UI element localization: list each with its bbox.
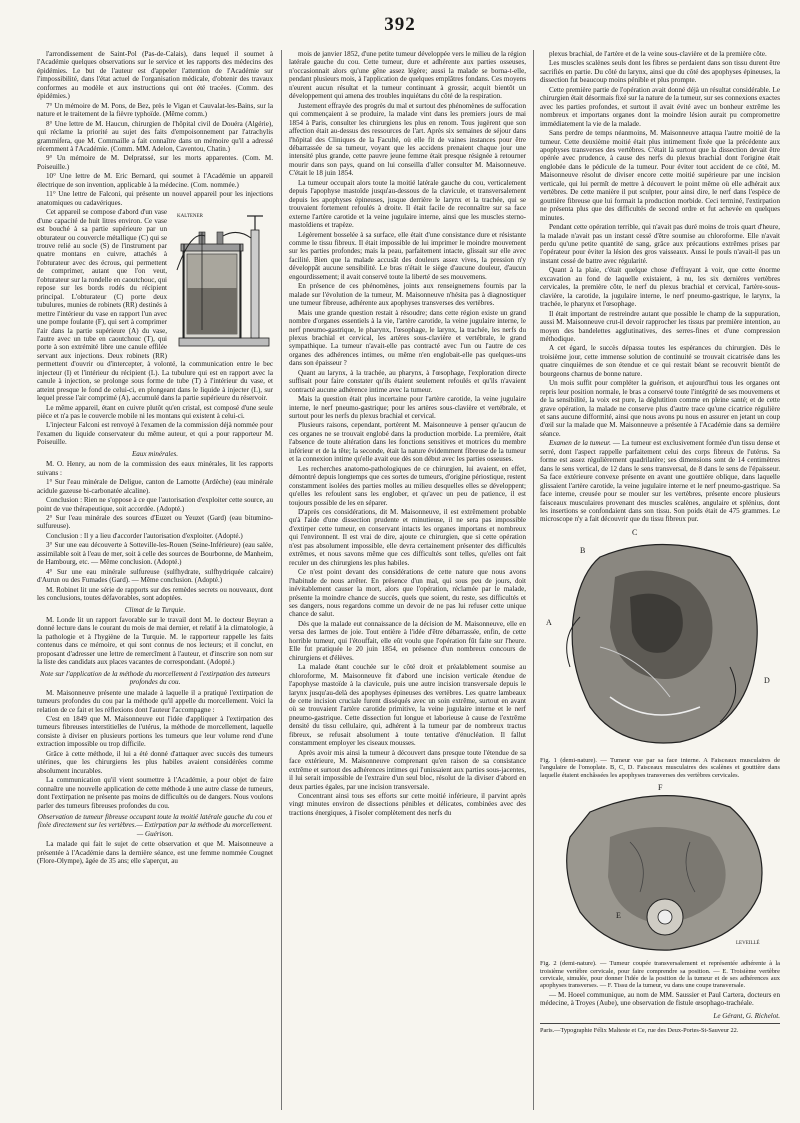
paragraph: L'injecteur Falconi est renvoyé à l'examen de la commission déjà nommée pour l'examen du liquide conservateur du même auteur, et qui a pour rapporteur M. Poiseuille. bbox=[37, 421, 273, 447]
exam-text: — La tumeur est exclusivement formée d'un tissu dense et serré, dont l'aspect rappelle parfaitement celui des corps fibreux de l'utérus. Sa forme est assez régulièrement quadrilatère; ses dimensions sont de 14 centimètres dans le sens vertical, de 12 dans le sens transversal, de 8 dans le sens de l'épaisseur. Sa face extérieure convexe présente en avant une gouttière oblique, dans laquelle glissaient l'artère carotide, la veine jugulaire interne et le nerf pneumo-gastrique. Sa face interne, creusée pour se mouler sur les vertèbres, présente encore plusieurs faisceaux musculaires provenant des muscles scalènes, angulaire et splénius, dont les insertions se confondaient dans son tissu. Son poids était de 475 grammes. Le microscope n'y a fait découvrir que du tissu fibreux pur. bbox=[540, 439, 780, 524]
column-1 bbox=[37, 50, 273, 1112]
paragraph: mois de janvier 1852, d'une petite tumeur développée vers le milieu de la région latérale gauche du cou. Cette tumeur, dure et adhérente aux parties osseuses, n'occasionnait alors qu'une gêne assez légère; aussi la malade se borna-t-elle, pendant plusieurs mois, à l'application de quelques emplâtres fondans. Ces moyens n'eurent aucun résultat et la tumeur continuant à grossir, acquit bientôt un développement qui amena des troubles inquiétans du côté de la respiration. bbox=[289, 50, 526, 101]
paragraph: M. Maisonneuve présente une malade à laquelle il a pratiqué l'extirpation de tumeurs profondes du cou par la méthode qu'il appelle du morcellement. Voici la relation de ce fait et les réflexions dont l'auteur l'accompagne : bbox=[37, 688, 273, 714]
paragraph: Quant au larynx, à la trachée, au pharynx, à l'œsophage, l'exploration directe suffisait pour faire constater qu'ils étaient seulement refoulés et qu'ils n'avaient contracté aucune adhérence intime avec la tumeur. bbox=[289, 368, 526, 394]
paragraph: Il était important de restreindre autant que possible le champ de la suppuration, aussi M. Maisonneuve crut-il devoir rapprocher les tissus par première intention, au moyen des bandelettes agglutinatives, des serres-fines et d'une compression méthodique. bbox=[540, 309, 780, 343]
paragraph: Cette première partie de l'opération avait donné déjà un résultat considérable. Le chirurgien était désormais fixé sur la nature de la tumeur, sur ses connexions exactes avec les parties profondes, et surtout il avait évité avec un bonheur extrême les nombreux et importans organes dont la moindre lésion aurait pu compromettre immédiatement la vie de la malade. bbox=[540, 85, 780, 128]
paragraph: Plusieurs raisons, cependant, portèrent M. Maisonneuve à penser qu'aucun de ces organes ne se trouvait englobé dans la production morbide. La première, était l'absence de toute altération dans les fonctions sensitives et motrices du membre inférieur et de la tête; la seconde, était la nature évidemment fibreuse de la tumeur et la connexion intime qu'elle avait eue dès son début avec les parties osseuses. bbox=[289, 421, 526, 464]
exam-title: Examen de la tumeur. bbox=[549, 439, 611, 448]
paragraph: 7° Un mémoire de M. Pons, de Bez, près le Vigan et Cauvalat-les-Bains, sur la nature et le traitement de la fièvre typhoïde. (Même comm.) bbox=[37, 101, 273, 119]
paragraph: 4° Sur une eau minérale sulfureuse (sulfhydrate, sulfhydriquée calcaire) d'Aurun ou des Fumades (Gard). — Même conclusion. (Adopté.) bbox=[37, 567, 273, 585]
paragraph: M. Robinet lit une série de rapports sur des remèdes secrets ou nouveaux, dont les conclusions, toutes défavorables, sont adoptées. bbox=[37, 585, 273, 603]
paragraph: 3° Sur une eau découverte à Sotteville-les-Rouen (Seine-Inférieure) (eau salée, assimilable soit à l'eau de mer, soit à celle des sources de Bourbonne, de Manheim, de Hambourg, etc. — Même conclusion. (Adopté.) bbox=[37, 541, 273, 567]
paragraph: l'arrondissement de Saint-Pol (Pas-de-Calais), dans lequel il soumet à l'Académie quelques observations sur le service et les rapports des médecins des épidémies. Le but de l'auteur est d'appeler l'attention de l'Académie sur l'impossibilité, dans l'état actuel de l'organisation médicale, d'obtenir des travaux conformes au modèle et aux instructions qui ont été tracées. (Comm. des épidémies.) bbox=[37, 50, 273, 101]
paragraph: 8° Une lettre de M. Haucun, chirurgien de l'hôpital civil de Douéra (Algérie), qui réclame la priorité au sujet des faits d'empoisonnement par l'atrachylis grammifera, que M. Commaille a fait connaître dans un mémoire qu'il a adressé récemment à l'Académie. (Comm. MM. Adelon, Caventou, Chatin.) bbox=[37, 119, 273, 153]
engraver-signature: LEVEILLÉ bbox=[736, 941, 760, 947]
paragraph: Cet appareil se compose d'abord d'un vase d'une capacité de huit litres environ. Ce vase est bouché à sa partie supérieure par un obturateur ou couvercle métallique (C) qui se trouve relié au socle (S) de l'instrument par quatre montans en cuivre, attachés à l'obturateur avec des écrous, qui permettent de comprimer, autant que l'on veut, l'obturateur sur la rondelle en caoutchouc, qui repose sur les bords rodés du récipient principal. L'obturateur (C) porte deux tubulures, munies de robinets (RR) destinés à mettre l'intérieur du vase en rapport l'un avec une pompe foulante (F), qui sert à comprimer l'air dans la partie supérieure (A) du vase, l'autre avec un tube en caoutchouc (T), qui porte à son extrémité libre une canule effilée servant aux injections. Deux robinets (RR) permettent d'ouvrir ou d'intercepter, à volonté, la communication entre le bec injecteur (I) et l'intérieur du récipient (L). La tubulure qui est en rapport avec la canule à injection, se prolonge sous forme de tube (T) à l'intérieur du vase, et atteint presque le fond de celui-ci, en plongeant dans le liquide à injecter (L), sur lequel presse l'air comprimé (A), accumulé dans la partie supérieure du réservoir. bbox=[37, 208, 273, 403]
paragraph: Pendant cette opération terrible, qui n'avait pas duré moins de trois quart d'heure, la malade n'avait pas un instant cessé d'être soumise au chloroforme. Elle n'avait perdu qu'une petite quantité de sang, grâce aux précautions extrêmes prises par l'opérateur pour éviter la lésion des gros vaisseaux. Aussi le pouls n'avait-il pas un instant cessé de battre avec régularité. bbox=[540, 223, 780, 265]
fig2-label-e: E bbox=[616, 911, 621, 921]
paragraph: Conclusion : Rien ne s'oppose à ce que l'autorisation d'exploiter cette source, au point de vue thérapeutique, soit accordée. (Adopté.) bbox=[37, 496, 273, 513]
paragraph: Après avoir mis ainsi la tumeur à découvert dans presque toute l'étendue de sa face extérieure, M. Maisonneuve comprenant qu'en raison de sa consistance extrême et surtout des adhérences intimes qui l'unissaient aux parties sous-jacentes, il lui serait impossible de l'extraire d'un seul bloc, résolut de la diviser d'abord en deux parties égales, par une incision transversale. bbox=[289, 748, 526, 791]
paragraph: M. Londe lit un rapport favorable sur le travail dont M. le docteur Beyran a donné lecture dans le courant du mois de mai dernier, et relatif à la climatologie, à la pathologie et à l'hygiène de la Turquie. M. le rapporteur rappelle les faits contenus dans ce mémoire, et qui sont connus de nos lecteurs; et il conclut, en proposant d'adresser une lettre de remercîment à l'auteur, et d'inscrire son nom sur la liste des candidats aux places vacantes de correspondant. (Adopté.) bbox=[37, 616, 273, 667]
paragraph: 9° Un mémoire de M. Delpratssé, sur les morts apparentes. (Com. M. Poiseuille.) bbox=[37, 154, 273, 171]
section-heading: Eaux minérales. bbox=[131, 449, 179, 458]
paragraph: Mais la question était plus incertaine pour l'artère carotide, la veine jugulaire interne, le nerf pneumo-gastrique; pour les artères sous-clavière et vertébrale, et surtout pour les nerfs du plexus brachial et cervical. bbox=[289, 395, 526, 421]
paragraph: M. O. Henry, au nom de la commission des eaux minérales, lit les rapports suivans : bbox=[37, 460, 273, 477]
paragraph bbox=[540, 439, 780, 524]
section-heading: Note sur l'application de la méthode du morcellement à l'extirpation des tumeurs profondes du cou. bbox=[40, 669, 270, 687]
section-heading: Observation de tumeur fibreuse occupant toute la moitié latérale gauche du cou et fixée directement sur les vertèbres.— Extirpation par la méthode du morcellement. — Guérison. bbox=[37, 812, 273, 838]
figure-2-caption: Fig. 2 (demi-nature). — Tumeur coupée transversalement et représentée adhérente à la troisième vertèbre cervicale, pour faire comprendre sa position. — E. Troisième vertèbre cervicale, simulée, pour donner l'idée de la position de la tumeur et de ses adhérences aux apophyses transverses. — F. Tissu de la tumeur, vu dans une coupe transversale. bbox=[540, 960, 780, 990]
paragraph: Le même appareil, étant en cuivre plutôt qu'en cristal, est composé d'une seule pièce et n'a pas le couvercle mobile ni les montans qui existent à celui-ci. bbox=[37, 403, 273, 421]
paragraph: Dès que la malade eut connaissance de la décision de M. Maisonneuve, elle en versa des larmes de joie. Tout entière à l'idée d'être débarrassée, enfin, de cette horrible tumeur, qui l'étouffait, elle eût voulu que l'opération fût faite sur l'heure. Elle fut pratiquée le 20 juin 1854, en présence d'un nombreux concours de chirurgiens et d'élèves. bbox=[289, 619, 526, 662]
paragraph: La tumeur occupait alors toute la moitié latérale gauche du cou, verticalement depuis l'apophyse mastoïde jusqu'au-dessous de la clavicule, et transversalement depuis les apophyses épineuses, jusque derrière le larynx et la trachée, qui se trouvaient fortement refoulés à droite. Il était facile de reconnaître sur sa face externe l'artère carotide et la veine jugulaire interne, ainsi que les muscles sterno- mastoïdiens et trapèze. bbox=[289, 178, 526, 230]
imprint: Paris.—Typographie Félix Malteste et Ce, rue des Deux-Portes-St-Sauveur 22. bbox=[540, 1027, 739, 1035]
paragraph: Quant à la plaie, c'était quelque chose d'effrayant à voir, que cette énorme excavation au fond de laquelle existaient, à nu, les six dernières vertèbres cervicales, la première côte, le nerf du plexus brachial et cervical, l'artère-sous-clavière, la carotide, la jugulaire interne, le nerf pneumo-gastrique, le larynx, la trachée, le pharynx et l'œsophage. bbox=[540, 266, 780, 309]
divider bbox=[540, 1023, 780, 1024]
fig2-label-f: F bbox=[658, 783, 663, 793]
paragraph: La malade qui fait le sujet de cette observation et que M. Maisonneuve a présentée à l'Académie dans la dernière séance, est une femme nommée Cougnet (Flore-Olympe), âgée de 35 ans; elle s'aperçut, au bbox=[37, 840, 273, 866]
paragraph: Ce n'est point devant des considérations de cette nature que nous avons l'habitude de nous arrêter. En présence d'un mal, qui sous peu de jours, doit inévitablement causer la mort, alors que l'opération, réclamée par le malade, présente la moindre chance de succès, quels que soient, du reste, ses difficultés et ses dangers, nous regardons comme un devoir de ne pas lui refuser cette unique chance de salut. bbox=[289, 568, 526, 619]
paragraph: Conclusion : Il y a lieu d'accorder l'autorisation d'exploiter. (Adopté.) bbox=[46, 531, 243, 540]
paragraph: 11° Une lettre de Falconi, qui présente un nouvel appareil pour les injections anatomiques ou cadavériques. bbox=[37, 190, 273, 207]
tumor-drawing-2 bbox=[540, 782, 780, 958]
column-2 bbox=[289, 50, 526, 1112]
section-heading: Climat de la Turquie. bbox=[124, 605, 186, 614]
paragraph: Justement effrayée des progrès du mal et surtout des phénomènes de suffocation qui commençaient à se produire, la malade vint dans les premiers jours de mai 1854 à Paris, consulter les chirurgiens les plus en renom. Tous jugèrent que son affection était au-dessus des ressources de l'art. Après six semaines de séjour dans l'hôpital des Cliniques de la Faculté, où elle fit de vaines instances pour être débarrassée de sa tumeur, voyant que les accidens prenaient chaque jour une intensité plus grande, cette pauvre jeune femme était presque résignée à retourner mourir dans son pays, quand on lui conseilla d'aller consulter M. Maisonneuve. C'était le 18 juin 1854. bbox=[289, 101, 526, 178]
paragraph: Les recherches anatomo-pathologiques de ce chirurgien, lui avaient, en effet, démontré depuis longtemps que ces sortes de tumeurs, d'origine périostique, restent constamment isolées des parties molles au milieu desquelles elles se développent; qu'elles les refoulent sans les englober, et qu'avec un peu de patience, il est toujours possible de les en séparer. bbox=[289, 464, 526, 507]
paragraph: 1° Sur l'eau minérale de Deligue, canton de Lamotte (Ardèche) (eau minérale acidule gazeuse bi-carbonatée alcaline). bbox=[37, 478, 273, 495]
injection-apparatus-figure bbox=[173, 210, 273, 352]
paragraph: D'après ces considérations, dit M. Maisonneuve, il est extrêmement probable qu'à l'aide d'une dissection prudente et minutieuse, il ne sera pas impossible d'extirper cette tumeur, en conservant intacts les organes importans et nombreux qui l'environnent. Il est vrai de dire, ajoute ce chirurgien, que si cette opération n'est pas absolument impossible, elle devra certainement présenter des difficultés extrêmes, et nous savons même que ces difficultés sont telles, qu'elles ont fait reculer un des chirurgiens les plus habiles. bbox=[289, 508, 526, 567]
column-rule-2 bbox=[533, 50, 534, 1110]
paragraph: Mais une grande question restait à résoudre; dans cette région existe un grand nombre d'organes essentiels à la vie, l'artère carotide, la veine jugulaire interne, le nerf pneumo-gastrique, le pharynx, l'œsophage, le larynx, la trachée, les nerfs du plexus brachial et cervical, les artères sous-clavière et vertébrale, le grand sympathique. La tumeur n'avait-elle pas contracté avec l'un ou l'autre de ces organes des adhérences intimes, ou même n'en englobait-elle pas quelques-uns dans son épaisseur ? bbox=[289, 308, 526, 368]
paragraph: Sans perdre de temps néanmoins, M. Maisonneuve attaqua l'autre moitié de la tumeur. Cette deuxième moitié était plus intimement fixée que la précédente aux apophyses transverses des vertèbres. C'était là surtout que la dissection devait être opérée avec prudence, à cause des nerfs du plexus brachial dont l'origine était englobée dans le pédicule de la tumeur. Pour éviter tout accident de ce côté, M. Maisonneuve résolut de diviser encore cette moitié supérieure par une incision verticale, qui lui permît de mettre à découvert le point même où elle adhérait aux vertèbres. De cette manière il put sculpter, pour ainsi dire, le nerf dans l'espèce de gouttière fibreuse que lui formait la production morbide. Ceci terminé, l'extirpation ne présenta plus que des difficultés de second ordre et fut achevée en quelques minutes. bbox=[540, 129, 780, 222]
fig1-label-b: B bbox=[580, 545, 586, 555]
column-3 bbox=[540, 50, 780, 1112]
column-rule-1 bbox=[281, 50, 282, 1110]
paragraph: plexus brachial, de l'artère et de la veine sous-clavière et de la première côte. bbox=[549, 50, 767, 58]
paragraph: 2° Sur l'eau minérale des sources d'Euzet ou Yeuzet (Gard) (eau bitumino-sulfureuse). bbox=[37, 514, 273, 531]
paragraph: Grâce à cette méthode, il lui a été donné d'attaquer avec succès des tumeurs utérines, que les chirurgiens les plus habiles avaient considérées comme absolument incurables. bbox=[37, 749, 273, 775]
paragraph: La communication qu'il vient soumettre à l'Académie, a pour objet de faire connaître une nouvelle application de cette méthode à une autre classe de tumeurs, dont l'extirpation ne présente pas moins de difficultés ou de dangers. Nous voulons parler des tumeurs fibreuses profondes du cou. bbox=[37, 776, 273, 810]
paragraph: En présence de ces phénomènes, joints aux renseignemens fournis par la malade sur l'évolution de la tumeur, M. Maisonneuve n'hésita pas à diagnostiquer une tumeur fibreuse, adhérente aux apophyses transverses des vertèbres. bbox=[289, 282, 526, 308]
paragraph: Un mois suffit pour compléter la guérison, et aujourd'hui tous les organes ont repris leur position normale, le bras a conservé toute l'intégrité de ses mouvemens et de la sensibilité, la voix est pure, la déglutition comme en pleine santé; et de cette grave opération, la malade ne conserve plus d'autre trace qu'une cicatrice régulière et sans aucune difformité, ainsi que nous avons pu nous en assurer en jetant un coup d'œil sur la malade que M. Maisonneuve a présentée à l'Académie dans sa dernière séance. bbox=[540, 379, 780, 438]
paragraph: C'est en 1849 que M. Maisonneuve eut l'idée d'appliquer à l'extirpation des tumeurs fibreuses interstitielles de l'utérus, la méthode de morcellement, laquelle consiste à diviser en plusieurs portions les tumeurs que leur volume rend d'une extraction impossible ou trop difficile. bbox=[37, 714, 273, 749]
figure-2 bbox=[540, 782, 780, 958]
paragraph: 10° Une lettre de M. Eric Bernard, qui soumet à l'Académie un appareil électrique de son invention, applicable à la médecine. (Com. nommée.) bbox=[37, 172, 273, 189]
paragraph: A cet égard, le succès dépassa toutes les espérances du chirurgien. Dès le troisième jour, cette immense solution de continuité se trouvait cicatrisée dans les quatre cinquièmes de son étendue et ce qui restait béant se recouvrit bientôt de bourgeons charnus de bonne nature. bbox=[540, 344, 780, 378]
paragraph: Légèrement bosselée à sa surface, elle était d'une consistance dure et résistante comme le tissu fibreux. Il était impossible de lui imprimer le moindre mouvement sur les parties profondes; mais la peau, parfaitement intacte, glissait sur elle avec facilité. Bien que la malade accusât des douleurs assez vives, la pression n'y développât aucune sensibilité. Le bras n'était le siège d'aucune douleur, d'aucun engourdissement; il avait conservé toute la liberté de ses mouvemens. bbox=[289, 230, 526, 281]
figure-1-caption: Fig. 1 (demi-nature). — Tumeur vue par sa face interne. A Faisceaux musculaires de l'angulaire de l'omoplate. B, C, D. Faisceaux musculaires des scalènes et gouttière dans laquelle étaient enchâssées les apophyses transverses des vertèbres cervicales. bbox=[540, 756, 780, 779]
page-number: 392 bbox=[384, 14, 416, 35]
fig1-label-d: D bbox=[764, 675, 770, 685]
paragraph: La malade étant couchée sur le côté droit et préalablement soumise au chloroforme, M. Maisonneuve fit d'abord une incision verticale étendue de l'apophyse mastoïde à la clavicule, puis une autre incision transversale depuis le larynx jusqu'au-delà des apophyses épineuses des vertèbres. Les quatre lambeaux de cette incision cruciale furent disséqués avec un soin extrême, surtout en avant où se trouvaient l'artère carotide primitive, la veine jugulaire interne et le nerf pneumo-gastrique. Cette dissection fut longue et laborieuse à cause de l'extrême densité du tissu cellulaire, qui, adhérent à la tumeur par de nombreux tractus fibreux, se refusait absolument à toute tentative d'énucléation. Il fallut constamment employer les ciseaux mousses. bbox=[289, 663, 526, 748]
signature: Le Gérant, G. Richelot. bbox=[713, 1011, 780, 1020]
apparatus-header-label: KALTENER bbox=[177, 214, 203, 220]
paragraph: Les muscles scalènes seuls dont les fibres se perdaient dans son tissu durent être sacrifiés en partie. Du côté du larynx, ainsi que du côté des apophyses épineuses, la dissection fut beaucoup moins pénible et plus prompte. bbox=[540, 59, 780, 85]
apparatus-drawing bbox=[173, 210, 273, 352]
paragraph: — M. Hoeel communique, au nom de MM. Saussier et Paul Cartera, docteurs en médecine, à Troyes (Aube), une observation de fistule œsophago-trachéale. bbox=[540, 990, 780, 1008]
fig1-label-c: C bbox=[632, 527, 638, 537]
tumor-drawing-1 bbox=[540, 527, 780, 755]
figure-1 bbox=[540, 527, 780, 755]
fig1-label-a: A bbox=[546, 617, 552, 627]
paragraph: Concentrant ainsi tous ses efforts sur cette moitié inférieure, il parvint après vingt minutes environ de dissections pénibles et délicates, combinées avec des tractions énergiques, à l'isoler complètement des nerfs du bbox=[289, 791, 526, 817]
